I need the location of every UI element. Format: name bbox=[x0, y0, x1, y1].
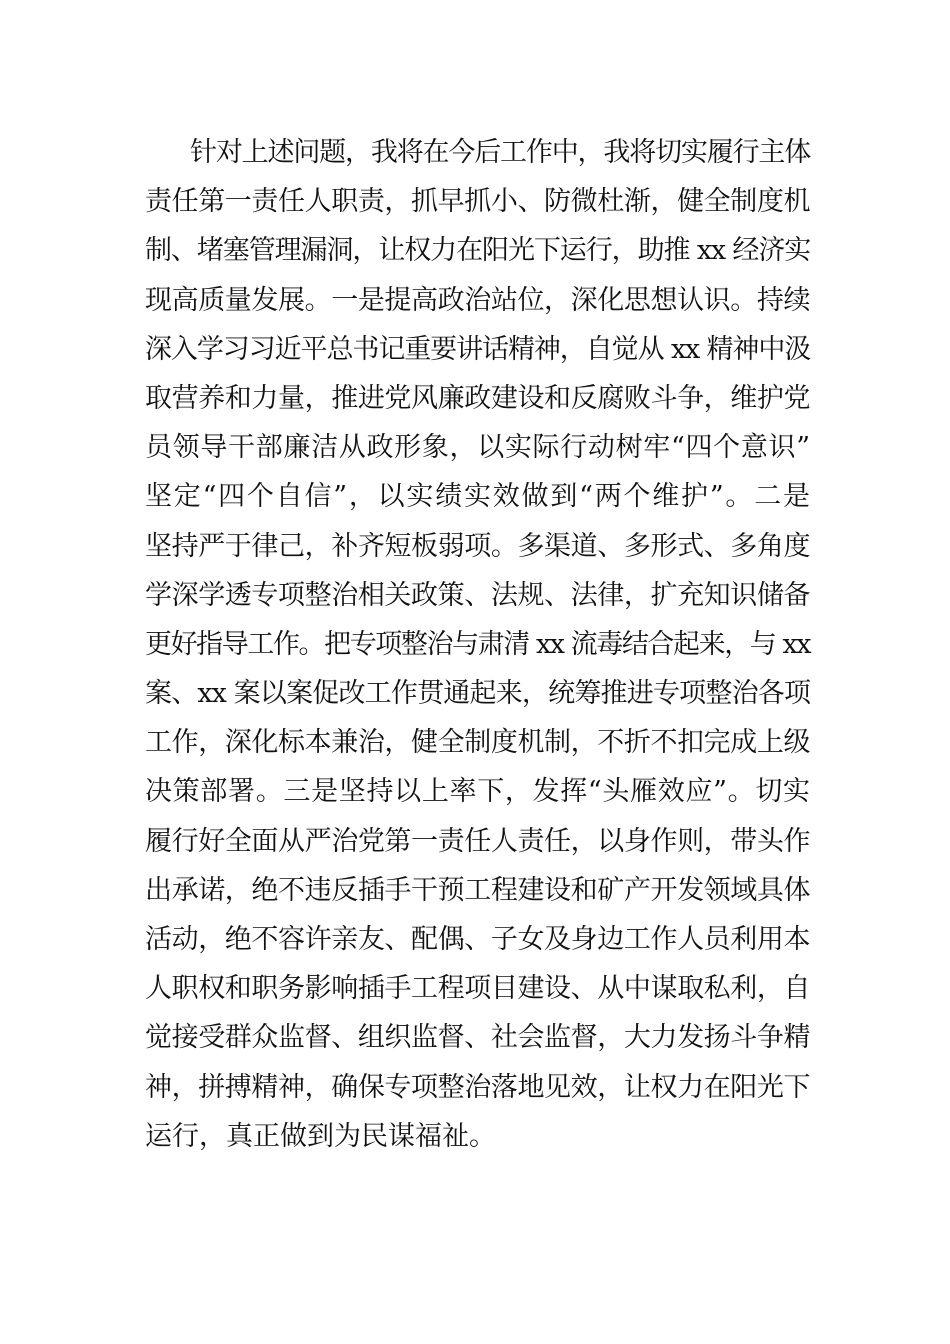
paragraph-line-last: 运行，真正做到为民谋福祉。 bbox=[145, 1120, 496, 1152]
paragraph-line: 出承诺，绝不违反插手干预工程建设和矿产开发领域具体 bbox=[145, 874, 810, 906]
paragraph-line: 决策部署。三是坚持以上率下，发挥“头雁效应”。切实 bbox=[145, 776, 810, 808]
paragraph-line: 工作，深化标本兼治，健全制度机制，不折不扣完成上级 bbox=[145, 727, 810, 759]
paragraph-line: 神，拼搏精神，确保专项整治落地见效，让权力在阳光下 bbox=[145, 1071, 810, 1103]
paragraph-line: 履行好全面从严治党第一责任人责任，以身作则，带头作 bbox=[145, 825, 810, 857]
paragraph-line: 深入学习习近平总书记重要讲话精神，自觉从 xx 精神中汲 bbox=[145, 333, 810, 365]
paragraph-line: 坚定“四个自信”，以实绩实效做到“两个维护”。二是 bbox=[145, 481, 810, 513]
paragraph-line: 员领导干部廉洁从政形象，以实际行动树牢“四个意识” bbox=[145, 432, 810, 464]
paragraph-line: 觉接受群众监督、组织监督、社会监督，大力发扬斗争精 bbox=[145, 1022, 810, 1054]
paragraph-line: 案、xx 案以案促改工作贯通起来，统筹推进专项整治各项 bbox=[145, 678, 810, 710]
paragraph-line: 坚持严于律己，补齐短板弱项。多渠道、多形式、多角度 bbox=[145, 530, 810, 562]
paragraph-line: 针对上述问题，我将在今后工作中，我将切实履行主体 bbox=[190, 137, 810, 168]
paragraph-line: 制、堵塞管理漏洞，让权力在阳光下运行，助推 xx 经济实 bbox=[145, 235, 810, 267]
paragraph-line: 活动，绝不容许亲友、配偶、子女及身边工作人员利用本 bbox=[145, 924, 810, 955]
paragraph-line: 责任第一责任人职责，抓早抓小、防微杜渐，健全制度机 bbox=[145, 186, 810, 218]
paragraph-line: 更好指导工作。把专项整治与肃清 xx 流毒结合起来，与 xx bbox=[145, 628, 810, 660]
paragraph-line: 学深学透专项整治相关政策、法规、法律，扩充知识储备 bbox=[145, 579, 810, 611]
paragraph-line: 取营养和力量，推进党风廉政建设和反腐败斗争，维护党 bbox=[145, 382, 810, 414]
body-paragraph bbox=[145, 128, 810, 1161]
paragraph-line: 现高质量发展。一是提高政治站位，深化思想认识。持续 bbox=[145, 284, 810, 316]
paragraph-line: 人职权和职务影响插手工程项目建设、从中谋取私利，自 bbox=[145, 973, 810, 1005]
